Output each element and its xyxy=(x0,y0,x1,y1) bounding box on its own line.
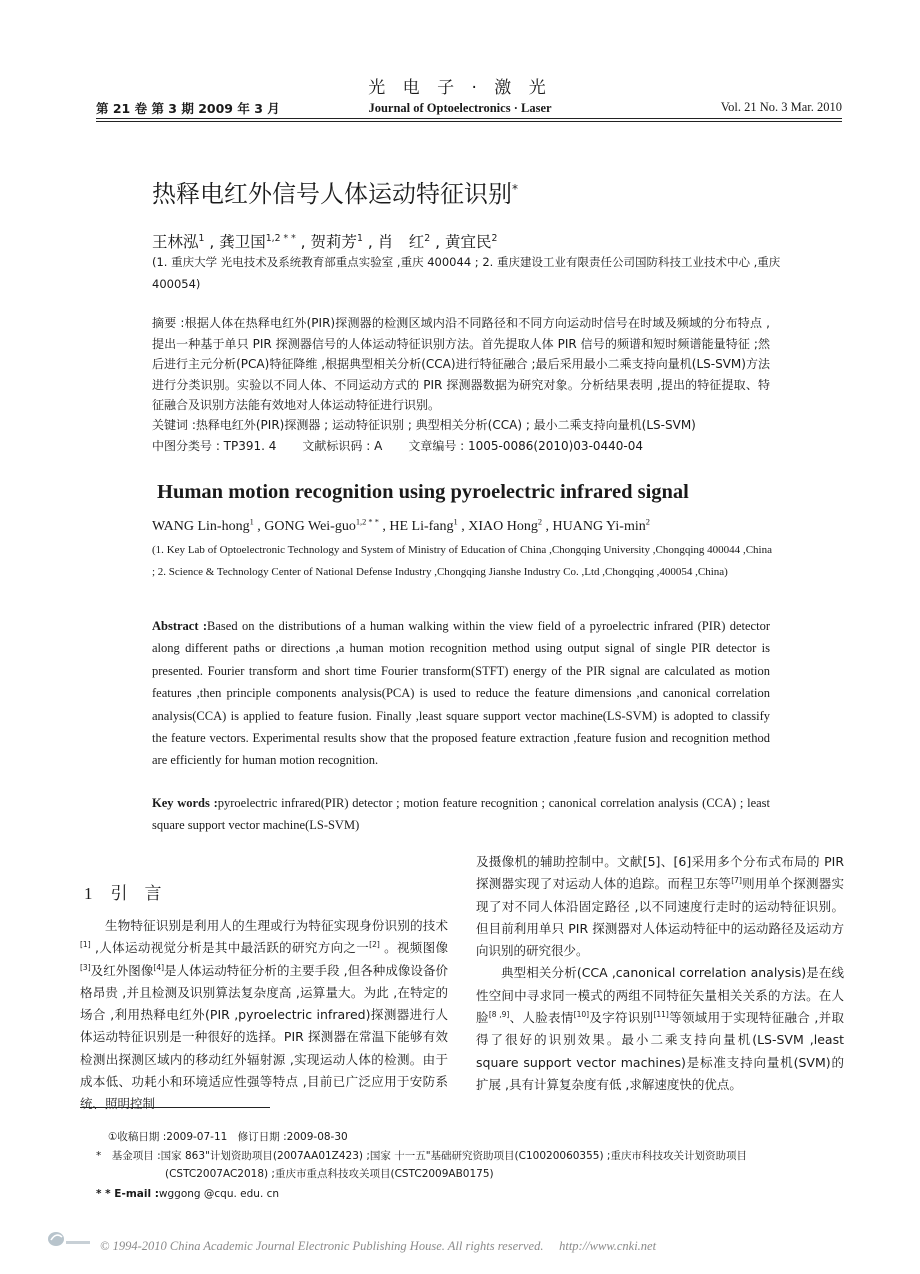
citation: [11] xyxy=(653,1009,669,1019)
section-title: 引 言 xyxy=(110,884,162,904)
clc-number: 中图分类号 : TP391. 4 xyxy=(152,439,277,453)
authors-en: WANG Lin-hong$^1$ , GONG Wei-guo$^{1,2 * *}$ , HE Li-fang$^1$ , XIAO Hong$^2$ , HUANG $Yi-\min^2$ xyxy=(152,517,650,534)
body-text: 等领域用于实现特征融合 ,并取得了很好的识别效果。最小二乘支持向量机(LS-SVM ,least square support vector machines)是标准支持向量机(SVM)的扩展 ,具有计算复杂度有低 ,求解速度快的优点。 xyxy=(476,1010,844,1092)
body-text: 典型相关分析(CCA ,canonical correlation analysis)是在线性空间中寻求同一模式的两组不同特征矢量相关关系的方法。在人脸 xyxy=(476,965,844,1026)
fund-label: * 基金项目 : xyxy=(96,1150,161,1162)
issue-info-en: Vol. 21 No. 3 Mar. 2010 xyxy=(720,100,842,114)
header-rule-thin xyxy=(96,121,842,122)
keywords-en xyxy=(152,792,770,837)
author-cn-sup: 2 xyxy=(491,232,498,244)
body-right-column xyxy=(476,851,844,1096)
footnote-email xyxy=(96,1184,279,1204)
author-cn: 龚卫国 xyxy=(219,233,266,251)
doc-code: 文献标识码 : A xyxy=(302,439,383,453)
abstract-cn xyxy=(152,313,770,416)
author-cn: 肖 红 xyxy=(377,233,425,251)
author-en: HE Li-fang xyxy=(389,519,454,534)
paper-title-cn xyxy=(152,174,518,209)
citation: [4] xyxy=(153,962,165,972)
citation: [3] xyxy=(80,962,91,972)
abstract-cn-label: 摘要 : xyxy=(152,316,185,330)
title-cn-marker: * xyxy=(512,182,518,196)
keywords-en-label: Key words : xyxy=(152,796,218,810)
journal-title-cn: 光 电 子 · 激 光 xyxy=(368,78,552,98)
author-en: WANG Lin-hong xyxy=(152,519,250,534)
keywords-cn-text: 热释电红外(PIR)探测器 ; 运动特征识别 ; 典型相关分析(CCA) ; 最小二乘支持向量机(LS-SVM) xyxy=(195,418,696,432)
author-en: XIAO Hong xyxy=(468,519,538,534)
body-text: 、人脸表情 xyxy=(509,1010,574,1026)
citation: [10] xyxy=(573,1009,590,1019)
abstract-en xyxy=(152,615,770,772)
section-heading xyxy=(84,879,162,904)
author-cn-sup: 1 xyxy=(198,232,205,244)
author-cn: 贺莉芳 xyxy=(310,233,358,251)
citation: [2] xyxy=(369,940,380,950)
author-en-sup: 2 xyxy=(537,517,543,527)
title-cn-text: 热释电红外信号人体运动特征识别 xyxy=(152,180,512,208)
classification-cn xyxy=(152,436,770,457)
body-text: 及摄像机的辅助控制中。文献[5]、[6]采用多个分布式布局的 PIR 探测器实现了对运动人体的追踪。而程卫东等 xyxy=(476,854,844,892)
cnki-logo-icon xyxy=(46,1228,92,1250)
keywords-cn-label: 关键词 : xyxy=(152,418,196,432)
footnote-fund xyxy=(96,1146,747,1166)
author-cn-sup: 2 xyxy=(424,232,431,244)
journal-title-en: Journal of Optoelectronics · Laser xyxy=(368,101,552,115)
authors-cn: 王林泓$^1$ , 龚卫国$^{1,2 * *}$ , 贺莉芳$^1$ , 肖 红$^2$ , 黄宜民$^2$ xyxy=(152,232,498,251)
affiliation-cn: (1. 重庆大学 光电技术及系统教育部重点实验室 ,重庆 400044 ; 2. 重庆建设工业有限责任公司国防科技工业技术中心 ,重庆 400054) xyxy=(152,255,781,291)
copyright-line: © 1994-2010 China Academic Journal Electronic Publishing House. All rights reserved. http://www.cnki.net xyxy=(100,1239,657,1253)
footnote-rule xyxy=(80,1107,270,1108)
citation: [7] xyxy=(731,876,742,886)
citation: [1] xyxy=(80,940,91,950)
body-text: 生物特征识别是利用人的生理或行为特征实现身份识别的技术 xyxy=(105,918,448,933)
email-address: wggong @cqu. edu. cn xyxy=(158,1188,280,1200)
body-text: 是人体运动特征分析的主要手段 ,但各种成像设备价格昂贵 ,并且检测及识别算法复杂度高 ,运算量大。为此 ,在特定的场合 ,利用热释电红外(PIR ,pyroelectric infrared)探测器进行人体运动特征识别是一种很好的选择。PIR 探测器在常温下能够有效检测出探测区域内的移动红外辐射源 ,实现运动人体的检测。由于成本低、功耗小和环境适应性强等特点 ,目前已广泛应用于安防系统、照明控制 xyxy=(80,962,448,1112)
fund-text: 国家 863"计划资助项目(2007AA01Z423) ;国家 十一五"基础研究资助项目(C10020060355) ;重庆市科技攻关计划资助项目 xyxy=(160,1150,747,1162)
affiliation-en: (1. Key Lab of Optoelectronic Technology and System of Ministry of Education of China ,Chongqing University ,Chongqing 400044 ,China ; 2. Science & Technology Center of National Defense Industry ,Chongqing Jianshe Industry Co. ,Ltd ,Chongqing ,400054 ,China) xyxy=(152,544,772,578)
body-paragraph xyxy=(476,851,844,962)
body-left-column xyxy=(80,915,448,1116)
issue-info-cn: 第 21 卷 第 3 期 2009 年 3 月 xyxy=(96,101,280,116)
author-en-sup: 1,2 * * xyxy=(355,517,379,527)
article-number: 文章编号 : 1005-0086(2010)03-0440-04 xyxy=(408,439,644,453)
author-en: GONG Wei-guo xyxy=(264,519,356,534)
section-number: 1 xyxy=(84,884,93,903)
author-cn: 黄宜民 xyxy=(444,233,492,251)
author-en: HUANG Yi-min xyxy=(552,519,646,534)
paper-title-en: Human motion recognition using pyroelectric infrared signal xyxy=(157,481,689,503)
author-en-sup: 2 xyxy=(645,517,650,527)
body-text: 则用单个探测器实现了对不同人体沿固定路径 ,以不同速度行走时的运动特征识别。但目前利用单只 PIR 探测器对人体运动特征中的运动路径及运动方向识别的研究很少。 xyxy=(476,876,844,959)
body-text: 。视频图像 xyxy=(379,940,448,956)
abstract-en-text: Based on the distributions of a human walking within the view field of a pyroelectric infrared (PIR) detector along different paths or directions ,a human motion recognition method using output signal of single PIR detector is presented. Fourier transform and short time Fourier transform(STFT) energy of the PIR signal are calculated as motion features ,then principle components analysis(PCA) is used to reduce the feature dimensions ,and canonical correlation analysis(CCA) is applied to feature fusion. Finally ,least square support vector machine(LS-SVM) is adopted to classify the feature vectors. Experimental results show that the proposed feature extraction ,feature fusion and recognition method are efficiently for human motion recognition. xyxy=(152,619,770,768)
email-label: * * E-mail : xyxy=(96,1188,159,1200)
header-rule xyxy=(96,118,842,119)
footnote-received: ①收稿日期 :2009-07-11 修订日期 :2009-08-30 xyxy=(108,1131,348,1143)
author-en-sup: 1 xyxy=(249,517,254,527)
keywords-en-text: pyroelectric infrared(PIR) detector ; motion feature recognition ; canonical correlation analysis (CCA) ; least square support vector machine(LS-SVM) xyxy=(152,796,771,833)
body-text: ,人体运动视觉分析是其中最活跃的研究方向之一 xyxy=(90,940,370,956)
abstract-en-label: Abstract : xyxy=(152,619,208,633)
author-cn-sup: 1,2 * * xyxy=(265,232,296,244)
author-en-sup: 1 xyxy=(453,517,458,527)
body-paragraph xyxy=(476,962,844,1096)
author-cn-sup: 1 xyxy=(357,232,363,244)
body-text: 及字符识别 xyxy=(589,1010,654,1026)
citation: [8 ,9] xyxy=(488,1009,510,1019)
footnote-fund-cont: (CSTC2007AC2018) ;重庆市重点科技攻关项目(CSTC2009AB0175) xyxy=(165,1168,494,1180)
keywords-cn xyxy=(152,415,770,436)
author-cn: 王林泓 xyxy=(152,233,199,251)
abstract-cn-text: 根据人体在热释电红外(PIR)探测器的检测区域内沿不同路径和不同方向运动时信号在时域及频域的分布特点 ,提出一种基于单只 PIR 探测器信号的人体运动特征识别方法。首先提取人体 PIR 信号的频谱和短时频谱能量特征 ;然后进行主元分析(PCA)特征降维 ,根据典型相关分析(CCA)进行特征融合 ;最后采用最小二乘支持向量机(LS-SVM)方法进行分类识别。实验以不同人体、不同运动方式的 PIR 探测器数据为研究对象。分析结果表明 ,提出的特征提取、特征融合及识别方法能有效地对人体运动特征进行识别。 xyxy=(152,316,770,413)
body-text: 及红外图像 xyxy=(90,962,154,978)
